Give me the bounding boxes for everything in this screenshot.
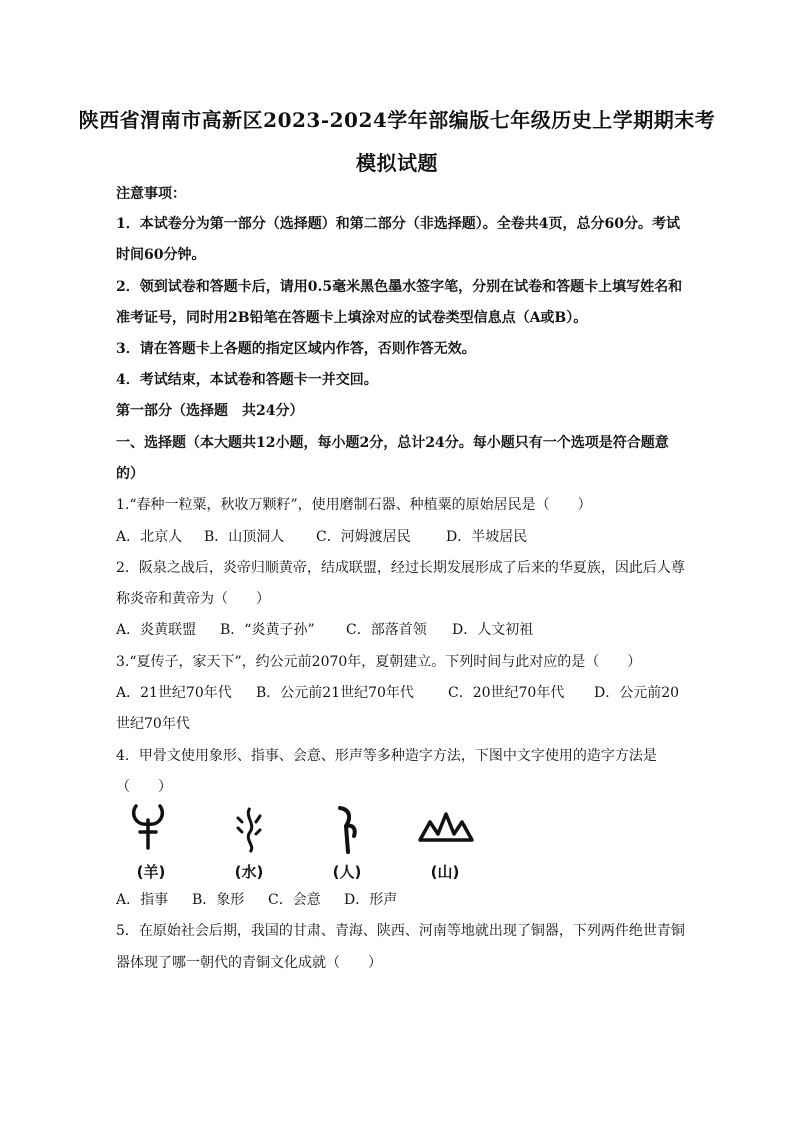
oracle-bone-figure xyxy=(116,800,476,882)
notice-item: 1．本试卷分为第一部分（选择题）和第二部分（非选择题）。全卷共4页，总分60分。考试 xyxy=(116,216,680,232)
question-1-stem: 1.“春种一粒粟，秋收万颗籽”，使用磨制石器、种植粟的原始居民是（ ） xyxy=(116,497,592,513)
water-glyph xyxy=(214,800,284,882)
question-3-stem: 3.“夏传子，家天下”，约公元前2070年，夏朝建立。下列时间与此对应的是（ ） xyxy=(116,654,642,670)
option-d[interactable]: D．半坡居民 xyxy=(446,529,528,545)
question-5-stem-cont: 器体现了哪一朝代的青铜文化成就（ ） xyxy=(116,955,382,971)
page-title: 陕西省渭南市高新区2023-2024学年部编版七年级历史上学期期末考 xyxy=(78,108,716,132)
person-glyph xyxy=(312,800,382,882)
sheep-glyph-drawing xyxy=(116,800,186,860)
water-glyph-drawing xyxy=(214,800,284,860)
question-2-stem-cont: 称炎帝和黄帝为（ ） xyxy=(116,591,270,607)
notice-item: 4．考试结束，本试卷和答题卡一并交回。 xyxy=(116,372,378,388)
option-a[interactable]: A．北京人 xyxy=(116,529,183,545)
question-3-options-cont: 世纪70年代 xyxy=(116,716,190,732)
notice-item: 2．领到试卷和答题卡后，请用0.5毫米黑色墨水签字笔，分别在试卷和答题卡上填写姓名和 xyxy=(116,279,683,295)
option-d[interactable]: D．形声 xyxy=(344,892,398,908)
notice-heading: 注意事项： xyxy=(116,186,186,202)
notice-item: 3．请在答题卡上各题的指定区域内作答，否则作答无效。 xyxy=(116,341,476,357)
question-3-options xyxy=(116,683,696,703)
section-instructions: 一、选择题（本大题共12小题，每小题2分，总计24分。每小题只有一个选项是符合题意 xyxy=(116,435,669,451)
section-instructions-cont: 的） xyxy=(116,466,144,482)
option-a[interactable]: A．21世纪70年代 xyxy=(116,685,232,701)
question-4-options xyxy=(116,890,696,910)
page-subtitle: 模拟试题 xyxy=(356,151,438,175)
glyph-caption: (人) xyxy=(332,863,362,881)
question-2-stem: 2．阪泉之战后，炎帝归顺黄帝，结成联盟，经过长期发展形成了后来的华夏族，因此后人尊 xyxy=(116,560,685,576)
question-4-stem: 4．甲骨文使用象形、指事、会意、形声等多种造字方法，下图中文字使用的造字方法是 xyxy=(116,748,657,764)
option-c[interactable]: C．会意 xyxy=(268,892,321,908)
question-1-options xyxy=(116,527,696,547)
glyph-caption: (山) xyxy=(430,863,460,881)
option-a[interactable]: A．炎黄联盟 xyxy=(116,622,197,638)
option-a[interactable]: A．指事 xyxy=(116,892,169,908)
option-d[interactable]: D．人文初祖 xyxy=(452,622,534,638)
notice-item: 时间60分钟。 xyxy=(116,247,206,263)
glyph-caption: (水) xyxy=(234,863,264,881)
option-c[interactable]: C．20世纪70年代 xyxy=(448,685,565,701)
question-5-stem: 5．在原始社会后期，我国的甘肃、青海、陕西、河南等地就出现了铜器，下列两件绝世青铜 xyxy=(116,923,685,939)
sheep-glyph xyxy=(116,800,186,882)
notice-item: 准考证号，同时用2B铅笔在答题卡上填涂对应的试卷类型信息点（A或B）。 xyxy=(116,310,588,326)
glyph-caption: (羊) xyxy=(136,863,166,881)
person-glyph-drawing xyxy=(312,800,382,860)
part-heading: 第一部分（选择题 共24分） xyxy=(116,403,304,419)
option-b[interactable]: B．公元前21世纪70年代 xyxy=(256,685,414,701)
option-b[interactable]: B．“炎黄子孙” xyxy=(220,622,315,638)
mountain-glyph-drawing xyxy=(410,800,480,860)
option-d[interactable]: D．公元前20 xyxy=(594,685,680,701)
question-4-stem-cont: （ ） xyxy=(116,779,172,795)
option-c[interactable]: C．部落首领 xyxy=(346,622,427,638)
option-c[interactable]: C．河姆渡居民 xyxy=(316,529,411,545)
option-b[interactable]: B．象形 xyxy=(192,892,245,908)
question-2-options xyxy=(116,620,696,640)
mountain-glyph xyxy=(410,800,480,882)
option-b[interactable]: B．山顶洞人 xyxy=(204,529,285,545)
